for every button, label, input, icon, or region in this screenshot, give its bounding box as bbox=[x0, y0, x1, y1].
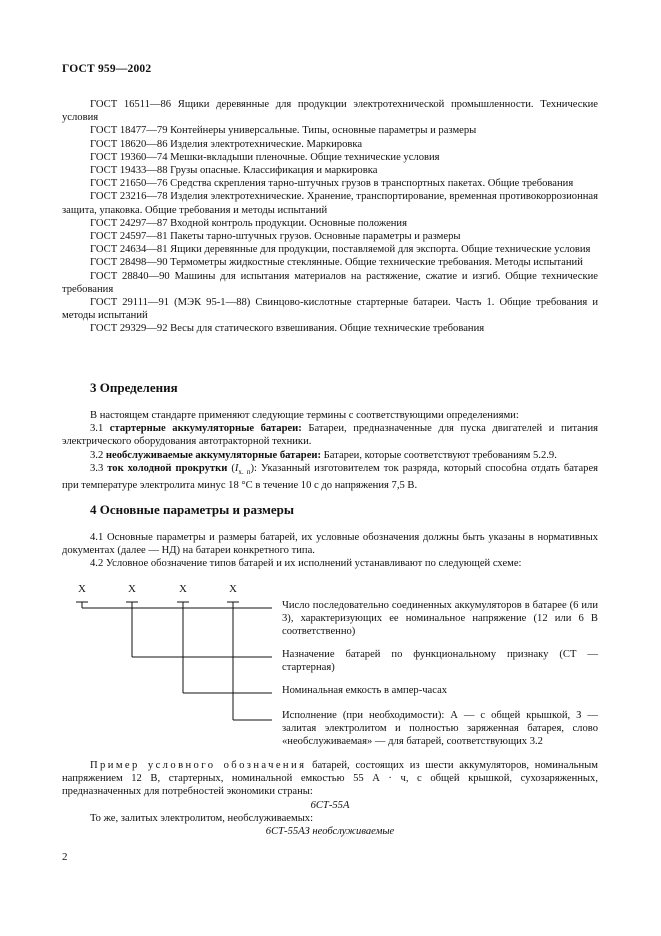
reference-item: ГОСТ 24297—87 Входной контроль продукции. Основные положения bbox=[90, 217, 407, 229]
reference-item: ГОСТ 28840—90 Машины для испытания материалов на растяжение, сжатие и изгиб. Общие технические требования bbox=[62, 270, 598, 295]
definition-term: стартерные аккумуляторные батареи: bbox=[109, 423, 302, 435]
reference-item: ГОСТ 18477—79 Контейнеры универсальные. Типы, основные параметры и размеры bbox=[90, 125, 477, 137]
designation-example bbox=[62, 759, 598, 838]
symbol-open: ( bbox=[227, 462, 235, 474]
section-4-body bbox=[62, 531, 598, 571]
scheme-desc-capacity: Номинальная емкость в ампер-часах bbox=[282, 685, 448, 696]
definition-number: 3.2 bbox=[90, 449, 106, 461]
scheme-placeholder: Х bbox=[128, 583, 136, 595]
section-3-heading: 3 Определения bbox=[90, 380, 178, 395]
paragraph-4-2: 4.2 Условное обозначение типов батарей и их исполнений устанавливают по следующей схеме: bbox=[90, 558, 522, 570]
definition-text: Батареи, предназначенные для пуска двигателей и питания электрического оборудования автотракторной техники. bbox=[62, 423, 598, 448]
example-code-1: 6СТ-55А bbox=[310, 799, 350, 811]
example-code-2: 6СТ-55АЗ необслуживаемые bbox=[265, 826, 395, 838]
definition-3-1 bbox=[62, 422, 598, 448]
reference-item: ГОСТ 18620—86 Изделия электротехнические. Маркировка bbox=[90, 138, 363, 150]
reference-item: ГОСТ 24634—81 Ящики деревянные для продукции, поставляемой для экспорта. Общие технические условия bbox=[90, 244, 591, 256]
example-paragraph bbox=[62, 759, 598, 799]
definition-number: 3.3 bbox=[90, 462, 108, 474]
section-4-heading: 4 Основные параметры и размеры bbox=[90, 502, 295, 517]
designation-scheme bbox=[62, 583, 602, 759]
definition-term: необслуживаемые аккумуляторные батареи: bbox=[105, 449, 322, 461]
reference-item: ГОСТ 19433—88 Грузы опасные. Классификация и маркировка bbox=[90, 165, 378, 177]
definition-number: 3.1 bbox=[90, 423, 110, 435]
example-label: Пример условного обозначения bbox=[90, 760, 307, 771]
scheme-placeholder: Х bbox=[179, 583, 187, 595]
section-3-intro: В настоящем стандарте применяют следующие термины с соответствующими определениями: bbox=[90, 410, 519, 421]
scheme-desc-purpose: Назначение батарей по функциональному признаку (СТ — стартерная) bbox=[282, 649, 598, 674]
section-3-body bbox=[62, 409, 598, 492]
current-symbol: I bbox=[234, 462, 239, 474]
reference-item: ГОСТ 24597—81 Пакеты тарно-штучных грузов. Основные параметры и размеры bbox=[90, 231, 461, 243]
reference-item: ГОСТ 21650—76 Средства скрепления тарно-штучных грузов в транспортных пакетах. Общие требования bbox=[90, 178, 574, 190]
document-header: ГОСТ 959—2002 bbox=[62, 63, 152, 75]
scheme-desc-cells: Число последовательно соединенных аккумуляторов в батарее (6 или 3), характеризующих ее номинальное напряжение (12 или 6 В соответственно) bbox=[282, 600, 598, 638]
symbol-close: ): bbox=[250, 462, 257, 474]
definition-3-3 bbox=[62, 462, 598, 493]
reference-item: ГОСТ 29111—91 (МЭК 95-1—88) Свинцово-кислотные стартерные батареи. Часть 1. Общие требования и методы испытаний bbox=[62, 297, 598, 322]
example-text: батарей, состоящих из шести аккумуляторов, номинальным напряжением 12 В, стартерных, номинальной емкостью 55 А · ч, с общей крышкой, сухозаряженных, предназначенных для потребностей экономики страны: bbox=[62, 760, 598, 798]
page-number: 2 bbox=[62, 851, 68, 863]
reference-item: ГОСТ 28498—90 Термометры жидкостные стеклянные. Общие технические требования. Методы испытаний bbox=[90, 257, 583, 269]
definition-text: Батареи, которые соответствуют требованиям 5.2.9. bbox=[321, 449, 557, 461]
definition-term: ток холодной прокрутки bbox=[107, 462, 228, 474]
scheme-placeholder: Х bbox=[229, 583, 237, 595]
reference-item: ГОСТ 19360—74 Мешки-вкладыши пленочные. Общие технические условия bbox=[90, 151, 440, 163]
paragraph-4-1: 4.1 Основные параметры и размеры батарей, их условные обозначения должны быть указаны в нормативных документах (далее — НД) на батареи конкретного типа. bbox=[62, 532, 598, 557]
example-also: То же, залитых электролитом, необслуживаемых: bbox=[90, 812, 314, 824]
scheme-connector-lines bbox=[62, 583, 287, 759]
reference-item: ГОСТ 23216—78 Изделия электротехнические. Хранение, транспортирование, временная противокоррозионная защита, упаковка. Общие требования и методы испытаний bbox=[62, 191, 598, 216]
scheme-placeholder: Х bbox=[78, 583, 86, 595]
reference-item: ГОСТ 16511—86 Ящики деревянные для продукции электротехнической промышленности. Технические условия bbox=[62, 99, 598, 124]
reference-item: ГОСТ 29329—92 Весы для статического взвешивания. Общие технические требования bbox=[90, 323, 485, 335]
normative-references bbox=[62, 98, 598, 336]
current-symbol-subscript: х. п bbox=[238, 467, 251, 476]
definition-3-2 bbox=[62, 449, 598, 462]
scheme-desc-version: Исполнение (при необходимости): А — с общей крышкой, З — залитая электролитом и полностью заряженная батарея, слово «необслуживаемая» — для батарей, соответствующих 3.2 bbox=[282, 710, 598, 748]
definition-text: Указанный изготовителем ток разряда, который способна отдать батарея при температуре электролита минус 18 °С в течение 10 с до напряжения 7,5 В. bbox=[62, 462, 599, 492]
